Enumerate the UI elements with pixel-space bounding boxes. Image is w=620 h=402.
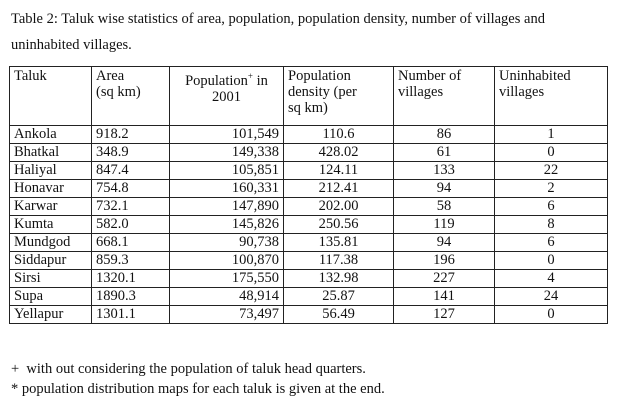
cell-density: 428.02 [284,144,394,162]
cell-area: 1890.3 [92,288,170,306]
cell-uninhabited: 0 [495,306,608,324]
cell-population: 100,870 [170,252,284,270]
cell-uninhabited: 24 [495,288,608,306]
cell-uninhabited: 8 [495,216,608,234]
cell-density: 132.98 [284,270,394,288]
footnote-maps: * population distribution maps for each taluk is given at the end. [11,381,385,397]
table-row [10,144,608,162]
cell-taluk: Sirsi [10,270,92,288]
cell-population: 147,890 [170,198,284,216]
cell-uninhabited: 2 [495,180,608,198]
cell-density: 135.81 [284,234,394,252]
cell-uninhabited: 4 [495,270,608,288]
cell-area: 918.2 [92,126,170,144]
cell-villages: 61 [394,144,495,162]
cell-population: 105,851 [170,162,284,180]
cell-taluk: Karwar [10,198,92,216]
cell-area: 1301.1 [92,306,170,324]
cell-area: 859.3 [92,252,170,270]
cell-density: 202.00 [284,198,394,216]
cell-population: 145,826 [170,216,284,234]
cell-taluk: Ankola [10,126,92,144]
cell-density: 117.38 [284,252,394,270]
cell-taluk: Supa [10,288,92,306]
table-row [10,180,608,198]
cell-uninhabited: 0 [495,252,608,270]
cell-area: 754.8 [92,180,170,198]
table-row [10,234,608,252]
header-population-year: in 2001 [212,73,268,105]
cell-area: 732.1 [92,198,170,216]
header-density: Population density (per sq km) [284,67,394,126]
table-row [10,252,608,270]
cell-population: 90,738 [170,234,284,252]
header-area: Area (sq km) [92,67,170,126]
table-row [10,126,608,144]
cell-uninhabited: 22 [495,162,608,180]
cell-taluk: Mundgod [10,234,92,252]
cell-taluk: Yellapur [10,306,92,324]
cell-population: 101,549 [170,126,284,144]
cell-taluk: Siddapur [10,252,92,270]
table-row [10,270,608,288]
header-population-superscript: + [247,71,253,81]
cell-taluk: Haliyal [10,162,92,180]
cell-population: 175,550 [170,270,284,288]
footnote-population: + with out considering the population of taluk head quarters. [11,361,366,377]
cell-uninhabited: 1 [495,126,608,144]
cell-taluk: Kumta [10,216,92,234]
cell-population: 160,331 [170,180,284,198]
header-uninhabited: Uninhabited villages [495,67,608,126]
cell-density: 56.49 [284,306,394,324]
cell-villages: 86 [394,126,495,144]
table-body [10,126,608,324]
cell-density: 250.56 [284,216,394,234]
cell-uninhabited: 6 [495,234,608,252]
cell-density: 212.41 [284,180,394,198]
caption-line-2: uninhabited villages. [11,37,132,53]
cell-density: 25.87 [284,288,394,306]
header-population [170,67,284,126]
table-caption [11,6,617,58]
table-row [10,306,608,324]
cell-villages: 196 [394,252,495,270]
header-taluk: Taluk [10,67,92,126]
table-header-row [10,67,608,126]
cell-density: 124.11 [284,162,394,180]
cell-taluk: Honavar [10,180,92,198]
cell-villages: 94 [394,180,495,198]
cell-villages: 94 [394,234,495,252]
table-row [10,162,608,180]
table-row [10,288,608,306]
cell-population: 48,914 [170,288,284,306]
taluk-statistics-table [9,66,608,324]
cell-villages: 119 [394,216,495,234]
header-population-label: Population [185,73,248,89]
caption-line-1: Table 2: Taluk wise statistics of area, population, population density, number of villages and [11,11,545,27]
cell-area: 1320.1 [92,270,170,288]
cell-villages: 133 [394,162,495,180]
cell-area: 582.0 [92,216,170,234]
table-row [10,216,608,234]
cell-villages: 227 [394,270,495,288]
cell-population: 73,497 [170,306,284,324]
cell-density: 110.6 [284,126,394,144]
header-villages: Number of villages [394,67,495,126]
cell-area: 847.4 [92,162,170,180]
cell-villages: 141 [394,288,495,306]
cell-area: 348.9 [92,144,170,162]
cell-area: 668.1 [92,234,170,252]
cell-uninhabited: 6 [495,198,608,216]
table-row [10,198,608,216]
footnotes [11,359,385,399]
cell-villages: 58 [394,198,495,216]
cell-population: 149,338 [170,144,284,162]
cell-villages: 127 [394,306,495,324]
cell-uninhabited: 0 [495,144,608,162]
cell-taluk: Bhatkal [10,144,92,162]
